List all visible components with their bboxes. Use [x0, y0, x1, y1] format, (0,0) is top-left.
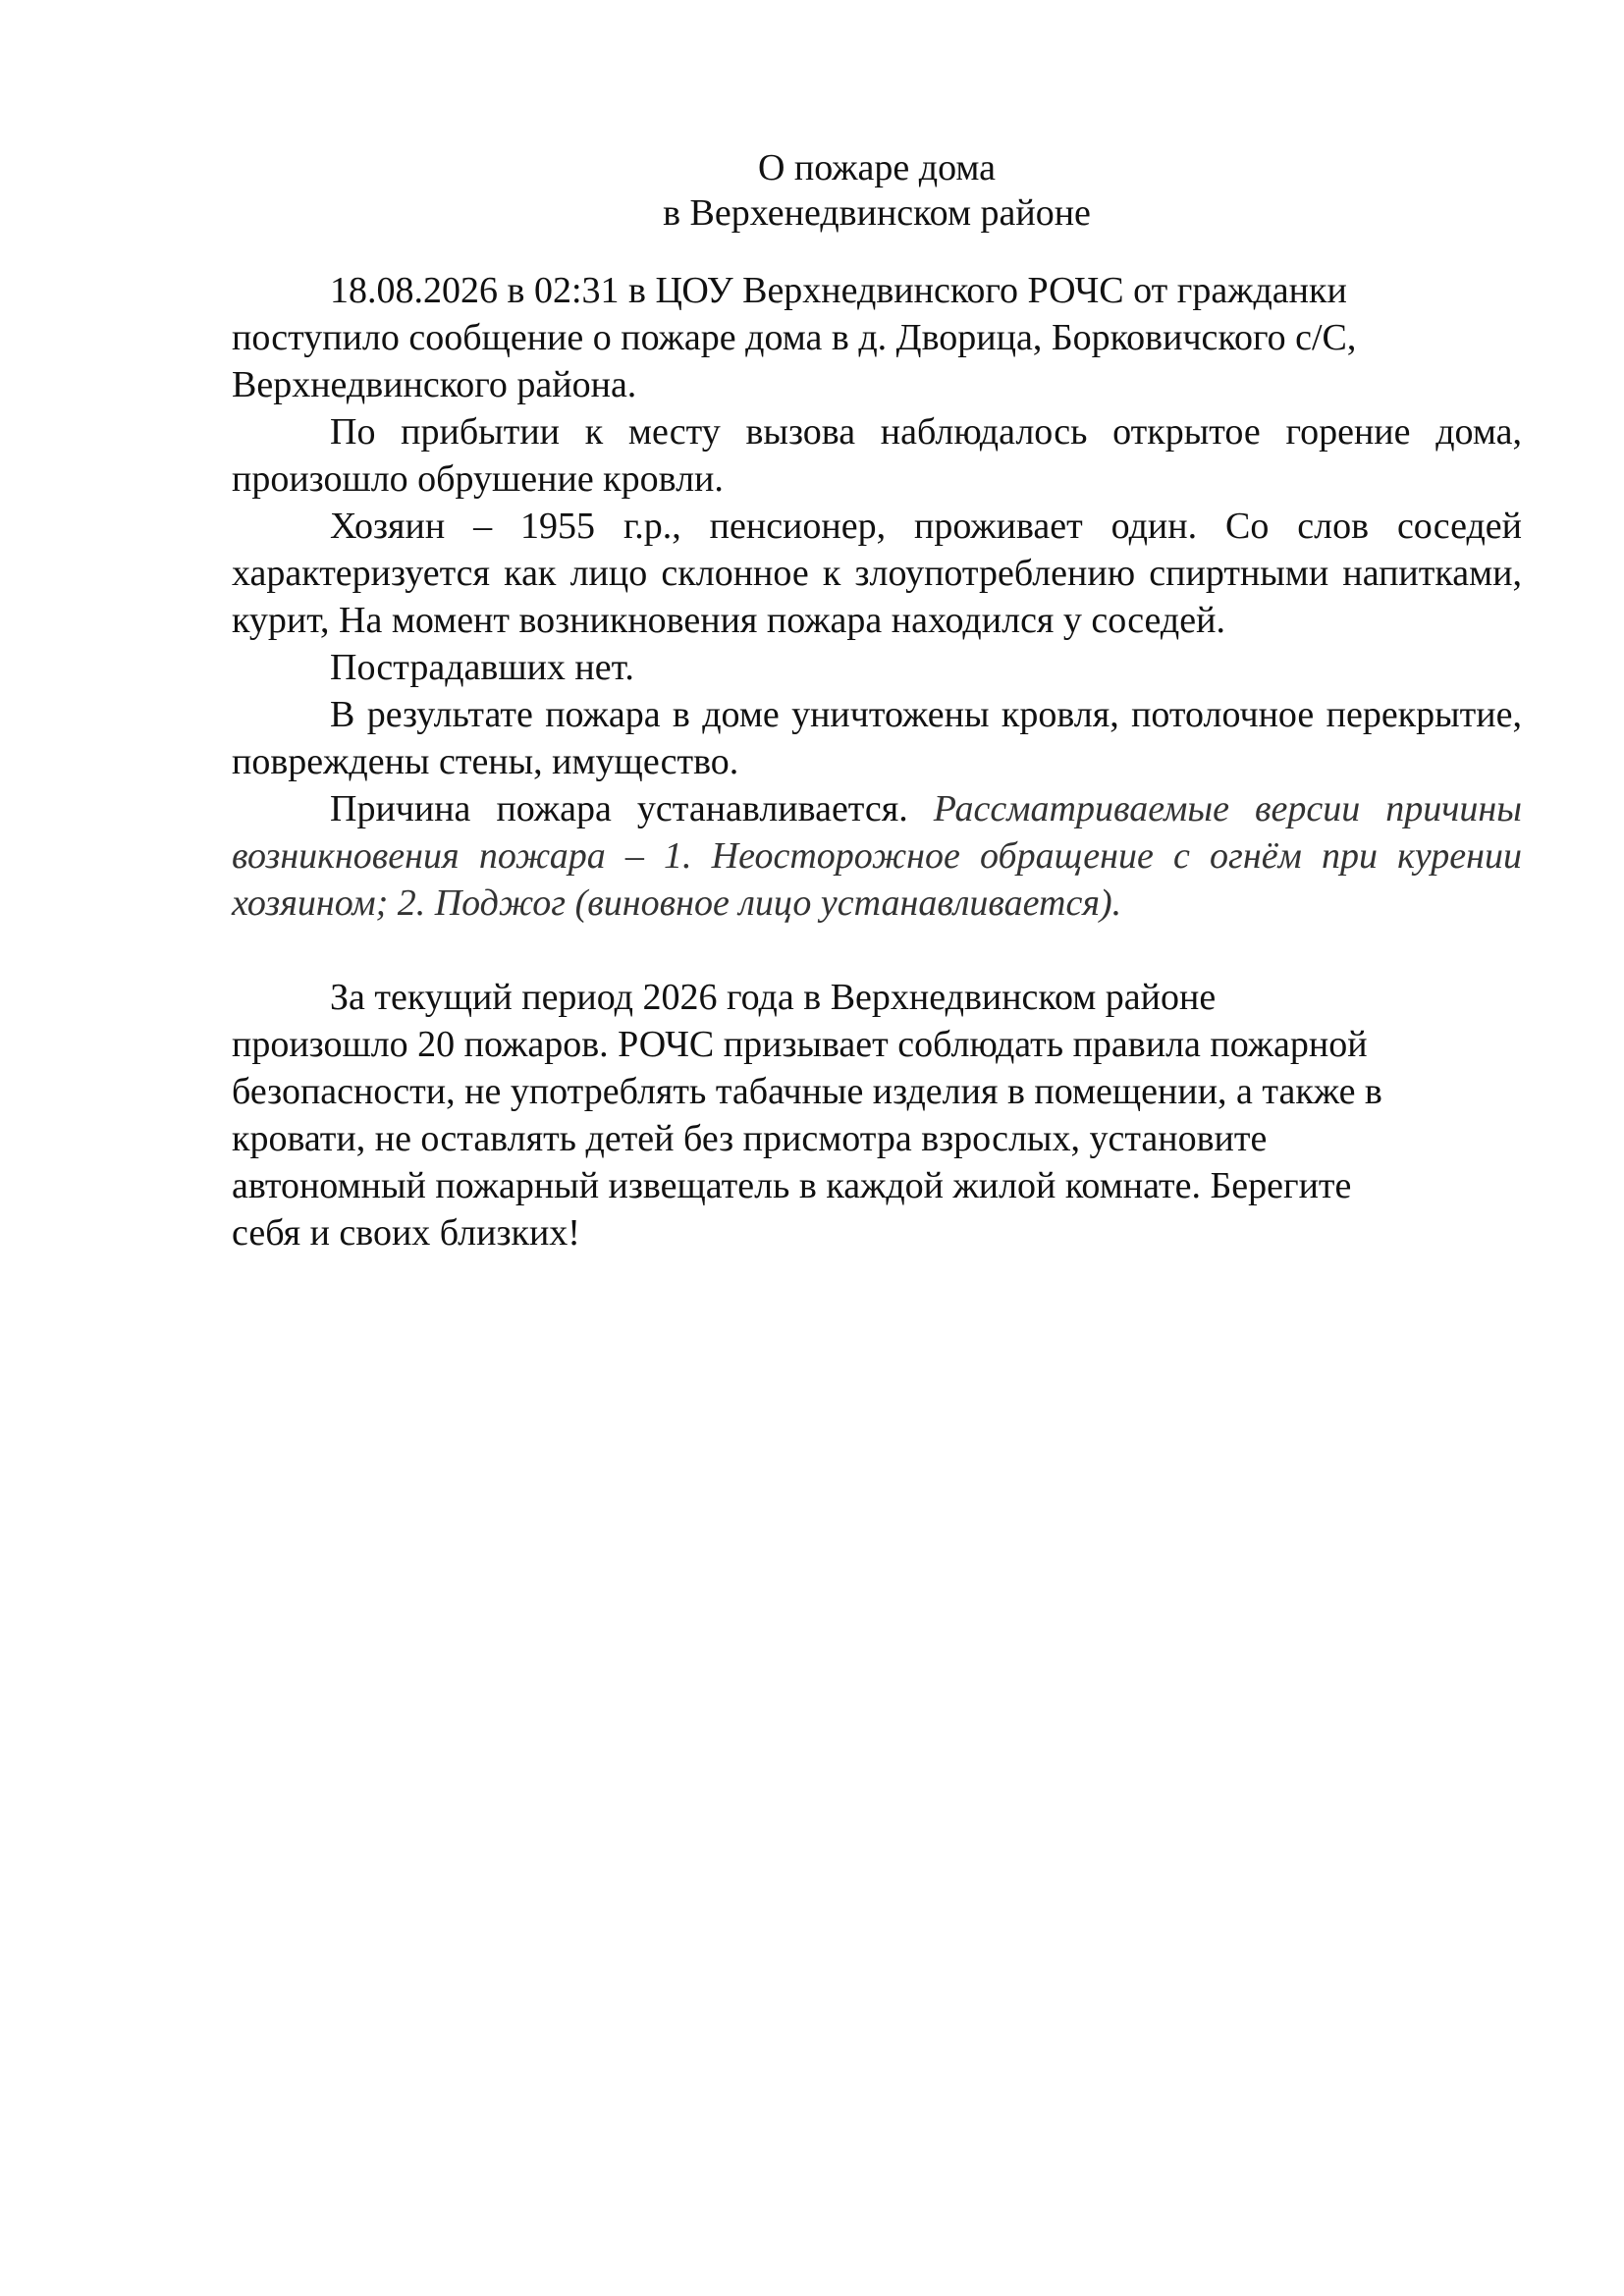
- report-line-3: Верхнедвинского района.: [232, 364, 637, 405]
- paragraph-arrival: По прибытии к месту вызова наблюдалось открытое горение дома, произошло обрушение кровли.: [232, 411, 1522, 500]
- paragraph-owner: Хозяин – 1955 г.р., пенсионер, проживает один. Со слов соседей характеризуется как лицо склонное к злоупотреблению спиртными напитками, курит, На момент возникновения пожара находился у соседей.: [232, 506, 1522, 641]
- cause-versions: Рассматриваемые версии причины возникновения пожара – 1. Неосторожное обращение с огнём при курении хозяином; 2. Поджог (виновное лицо устанавливается).: [232, 788, 1523, 924]
- paragraph-appeal: [232, 974, 1522, 1256]
- appeal-line-6: себя и своих близких!: [232, 1212, 580, 1254]
- report-line-1: 18.08.2026 в 02:31 в ЦОУ Верхнедвинского РОЧС от гражданки: [330, 270, 1347, 311]
- appeal-line-3: безопасности, не употреблять табачные изделия в помещении, а также в: [232, 1071, 1382, 1112]
- report-line-2: поступило сообщение о пожаре дома в д. Дворица, Борковичского с/С,: [232, 317, 1357, 358]
- appeal-line-4: кровати, не оставлять детей без присмотра взрослых, установите: [232, 1118, 1268, 1159]
- document-body: [232, 267, 1522, 1256]
- paragraph-report: [232, 267, 1522, 408]
- title-line-1: О пожаре дома: [757, 147, 997, 188]
- appeal-line-1: За текущий период 2026 года в Верхнедвинском районе: [330, 977, 1217, 1018]
- appeal-line-5: автономный пожарный извещатель в каждой жилой комнате. Берегите: [232, 1165, 1352, 1206]
- paragraph-damage: В результате пожара в доме уничтожены кровля, потолочное перекрытие, повреждены стены, имущество.: [232, 694, 1522, 782]
- document-title: [232, 145, 1522, 236]
- cause-text: Причина пожара устанавливается.: [330, 788, 908, 829]
- title-line-2: в Верхенедвинском районе: [663, 192, 1091, 234]
- paragraph-cause: [232, 785, 1522, 927]
- paragraph-victims: Пострадавших нет.: [330, 647, 634, 688]
- appeal-line-2: произошло 20 пожаров. РОЧС призывает соблюдать правила пожарной: [232, 1024, 1368, 1065]
- paragraph-gap: [232, 927, 1522, 974]
